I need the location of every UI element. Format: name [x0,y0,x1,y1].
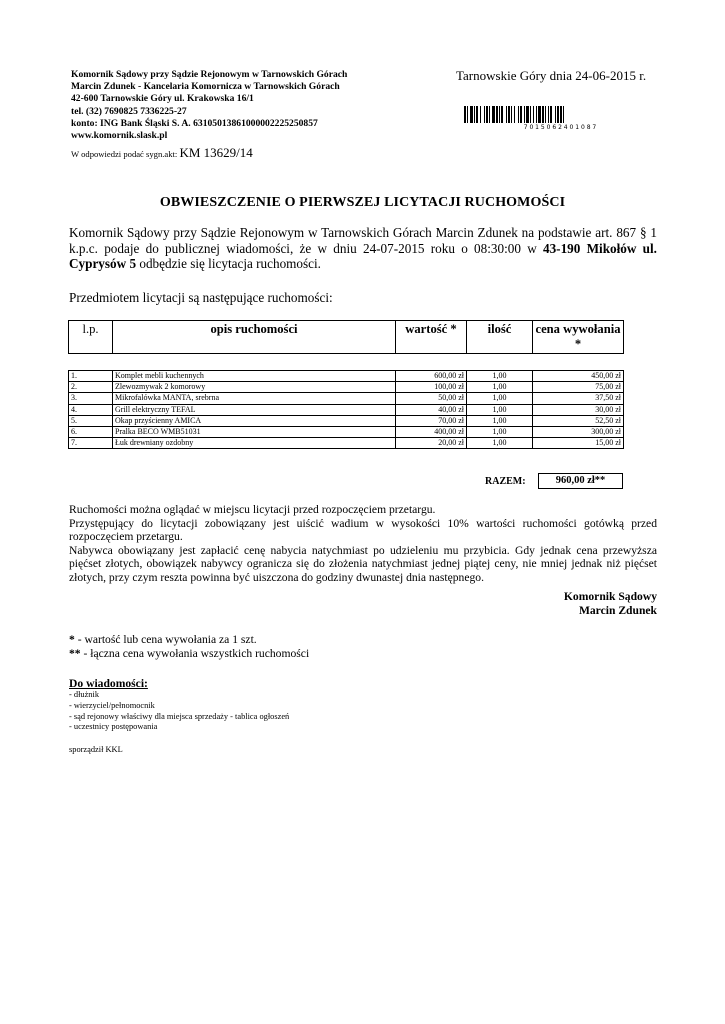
barcode-bar [542,106,544,123]
table-row [69,404,624,415]
table-row [69,382,624,393]
distribution-item: - wierzyciel/pełnomocnik [69,700,155,710]
item-price: 30,00 zł [533,404,624,415]
barcode-bar [476,106,478,123]
legend-item [69,633,309,647]
signature-title: Komornik Sądowy [563,590,657,603]
item-price: 75,00 zł [533,382,624,393]
item-lp: 7. [69,438,113,449]
item-lp: 6. [69,426,113,437]
item-price: 52,50 zł [533,415,624,426]
item-value: 20,00 zł [396,438,467,449]
barcode-bar [536,106,537,123]
barcode-bar [560,106,562,123]
header-price: cena wywołania * [533,321,624,354]
document-title: OBWIESZCZENIE O PIERWSZEJ LICYTACJI RUCHOMOŚCI [159,195,566,210]
barcode-bar [506,106,507,123]
legend [69,633,309,661]
signature-name: Marcin Zdunek [578,603,657,617]
header-quantity: ilość [467,321,533,354]
case-reference [71,145,253,161]
office-line: 42-600 Tarnowskie Góry ul. Krakowska 16/1 [71,93,254,105]
barcode-bar [501,106,503,123]
item-lp: 2. [69,382,113,393]
legend-mark: * [69,633,75,646]
item-quantity: 1,00 [467,415,533,426]
item-quantity: 1,00 [467,404,533,415]
legend-item [69,647,309,661]
item-description: Pralka BECO WMB51031 [113,426,396,437]
item-lp: 5. [69,415,113,426]
barcode-bar [492,106,495,123]
legend-mark: ** [69,647,81,660]
barcode-bar [486,106,488,123]
barcode-bar [474,106,475,123]
header-value: wartość * [396,321,467,354]
item-description: Mikrofalówka MANTA, srebrna [113,393,396,404]
item-price: 15,00 zł [533,438,624,449]
office-line: Komornik Sądowy przy Sądzie Rejonowym w Tarnowskich Górach [71,69,348,80]
table-row [69,371,624,382]
header-description: opis ruchomości [113,321,396,354]
item-description: Łuk drewniany ozdobny [113,438,396,449]
legend-text: - łączna cena wywołania wszystkich ruchomości [80,647,310,660]
barcode-bar [484,106,485,123]
barcode-bar [550,106,552,123]
case-reference-number: KM 13629/14 [179,145,253,160]
barcode-bar [508,106,510,123]
distribution-item: - sąd rejonowy właściwy dla miejsca sprzedaży - tablica ogłoszeń [69,711,290,721]
intro-text-end: odbędzie się licytacja ruchomości. [136,256,321,272]
barcode-bar [548,106,549,123]
office-line: www.komornik.slask.pl [71,130,168,142]
office-header [71,69,347,142]
item-value: 400,00 zł [396,426,467,437]
barcode-digits: 7 0 1 5 0 6 2 4 0 1 0 8 7 [523,124,597,130]
barcode-bar [530,106,531,123]
subject-line: Przedmiotem licytacji są następujące ruchomości: [69,290,333,305]
item-lp: 1. [69,371,113,382]
items-header-table [68,320,624,354]
distribution-item: - dłużnik [69,690,100,699]
legend-text: - wartość lub cena wywołania za 1 szt. [74,633,257,646]
barcode-bar [480,106,481,123]
distribution-title: Do wiadomości: [69,677,148,690]
barcode-bar [526,106,529,123]
barcode-bar [489,106,490,123]
table-row [69,426,624,437]
item-lp: 4. [69,404,113,415]
barcode-bar [514,106,515,123]
note-paragraph: Nabywca obowiązany jest zapłacić cenę nabycia natychmiast po udzieleniu mu przybicia. Gdy jednak cena przewyższa pięćset złotych, obowiązek nabywcy ogranicza się do złożenia natychmiast jednej piątej ceny, nie mniej jednak niż pięćset złotych, przy czym reszta powinna być uiszczona do godziny dwunastej dnia następnego. [69,543,657,584]
barcode-bar [557,106,559,123]
table-row [69,393,624,404]
item-quantity: 1,00 [467,426,533,437]
item-lp: 3. [69,393,113,404]
signature-block [456,590,657,617]
table-row [69,438,624,449]
note-paragraph: Przystępujący do licytacji zobowiązany jest uiścić wadium w wysokości 10% wartości ruchomości gotówką przed rozpoczęciem przetargu. [69,516,657,544]
note-paragraph: Ruchomości można oglądać w miejscu licytacji przed rozpoczęciem przetargu. [69,503,436,516]
barcode-bar [563,106,564,123]
distribution-item: - uczestnicy postępowania [69,722,158,732]
items-table [68,370,624,449]
item-price: 450,00 zł [533,371,624,382]
barcode-bar [518,106,519,123]
case-reference-label: W odpowiedzi podać sygn.akt: [71,149,178,159]
intro-text: Komornik Sądowy przy Sądzie Rejonowym w Tarnowskich Górach Marcin Zdunek na podstawie art. 867 § 1 k.p.c. podaje do publicznej wiadomości, że w dniu 24-07-2015 roku o 08:30:00 w [69,225,657,256]
item-price: 37,50 zł [533,393,624,404]
barcode-bar [467,106,468,123]
barcode-bar [545,106,546,123]
distribution-list [69,690,289,733]
office-line: tel. (32) 7690825 7336225-27 [71,105,187,117]
auction-notes [69,503,657,585]
total-label: RAZEM: [485,476,526,487]
item-price: 300,00 zł [533,426,624,437]
barcode-bar [511,106,512,123]
item-value: 600,00 zł [396,371,467,382]
barcode-bar [470,106,473,123]
header-lp: l.p. [69,321,113,354]
item-value: 50,00 zł [396,393,467,404]
item-quantity: 1,00 [467,393,533,404]
barcode-bar [524,106,525,123]
barcode-bar [555,106,556,123]
item-description: Komplet mebli kuchennych [113,371,396,382]
intro-paragraph [69,225,657,272]
item-value: 100,00 zł [396,382,467,393]
item-value: 70,00 zł [396,415,467,426]
item-value: 40,00 zł [396,404,467,415]
total-value: 960,00 zł** [538,473,623,489]
barcode-bar [499,106,500,123]
prepared-by: sporządził KKL [69,745,123,754]
item-description: Grill elektryczny TEFAL [113,404,396,415]
item-quantity: 1,00 [467,382,533,393]
barcode-bar [496,106,498,123]
barcode-graphic [463,106,657,130]
barcode [463,106,657,130]
barcode-bar [538,106,541,123]
place-date: Tarnowskie Góry dnia 24-06-2015 r. [456,68,647,83]
item-description: Okap przyścienny AMICA [113,415,396,426]
barcode-bar [520,106,522,123]
auction-location: 43-190 Mikołów ul. Cyprysów 5 [69,240,657,272]
barcode-bar [464,106,466,123]
office-line: Marcin Zdunek - Kancelaria Komornicza w Tarnowskich Górach [71,81,340,93]
table-row [69,415,624,426]
item-description: Zlewozmywak 2 komorowy [113,382,396,393]
item-quantity: 1,00 [467,371,533,382]
office-line: konto: ING Bank Śląski S. A. 63105013861000002225250857 [71,117,318,129]
barcode-bar [533,106,534,123]
item-quantity: 1,00 [467,438,533,449]
